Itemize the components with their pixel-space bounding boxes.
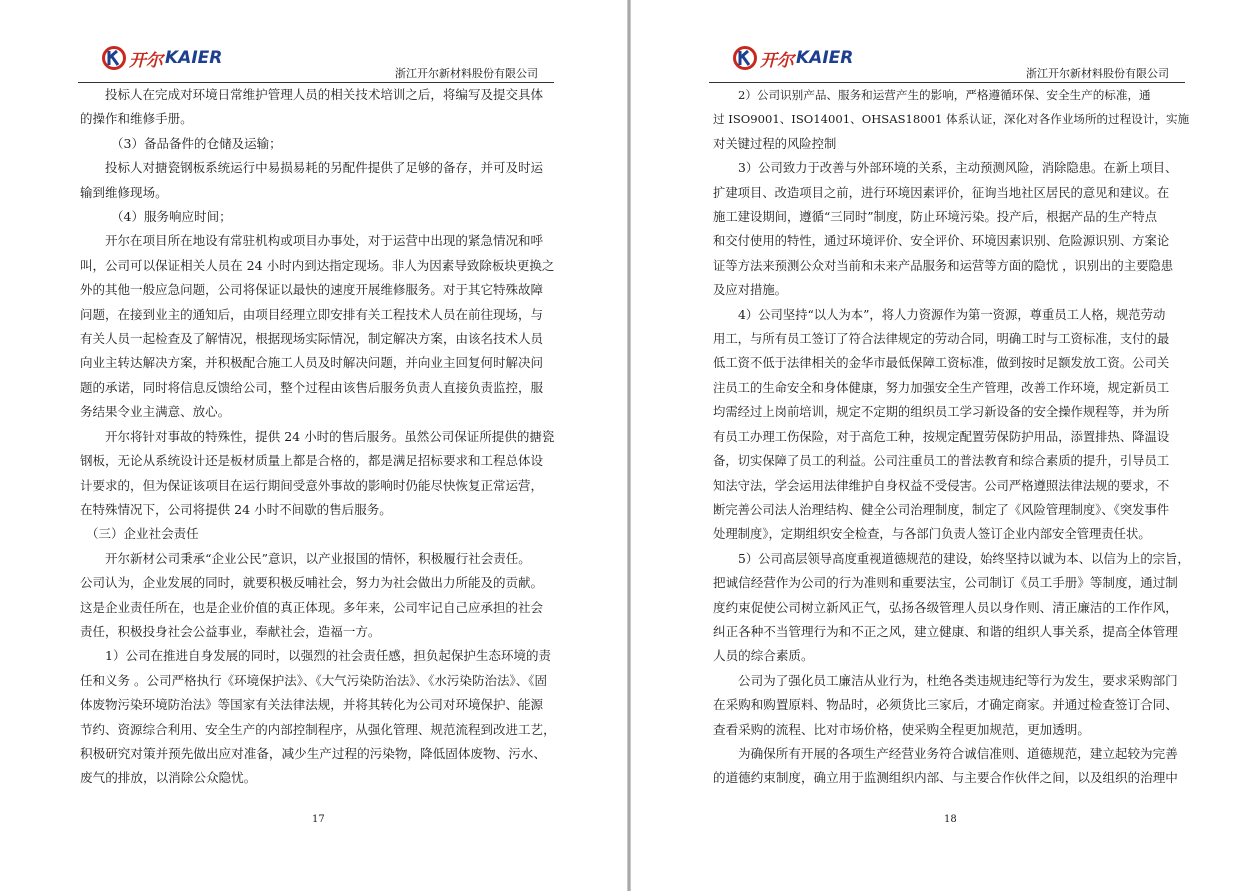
text-line: 公司为了强化员工廉洁从业行为，杜绝各类违规违纪等行为发生，要求采购部门 (738, 672, 1178, 688)
left-body-text (80, 83, 556, 791)
page-number: 17 (312, 814, 325, 825)
company-logo (732, 43, 853, 73)
text-line: 查看采购的流程、比对市场价格，使采购全程更加规范，更加透明。 (713, 721, 1090, 737)
text-line: 责任，积极投身社会公益事业，奉献社会，造福一方。 (80, 623, 381, 639)
text-line: 度约束促使公司树立新风正气，弘扬各级管理人员以身作则、清正廉洁的工作作风， (713, 599, 1178, 615)
text-line: 对关键过程的风险控制 (713, 136, 837, 151)
text-line: 证等方法来预测公众对当前和未来产品服务和运营等方面的隐忧 ，识别出的主要隐患 (713, 258, 1174, 273)
text-line: 备，切实保障了员工的利益。公司注重员工的普法教育和综合素质的提升，引导员工 (713, 454, 1170, 469)
text-line: 处理制度》，定期组织安全检查，与各部门负责人签订企业内部安全管理责任状。 (713, 527, 1151, 542)
text-line: 施工建设期间，遵循“三同时”制度，防止环境污染。投产后，根据产品的生产特点 (713, 210, 1158, 225)
text-line: （3）备品备件的仓储及运输； (111, 135, 282, 151)
text-line: 投标人在完成对环境日常维护管理人员的相关技术培训之后，将编写及提交具体 (105, 87, 544, 102)
text-line: （4）服务响应时间； (111, 209, 232, 225)
logo-cn: 开尔 (129, 50, 163, 71)
text-line: 体废物污染环境防治法》等国家有关法律法规，并将其转化为公司对环境保护、能源 (80, 697, 544, 713)
left-page (0, 0, 627, 891)
right-page (631, 0, 1258, 891)
text-line: 问题，在接到业主的通知后，由项目经理立即安排有关工程技术人员在前往现场，与 (80, 306, 544, 322)
text-line: 注员工的生命安全和身体健康，努力加强安全生产管理，改善工作环境，规定新员工 (713, 380, 1170, 395)
right-body-text (713, 83, 1190, 791)
text-line: 及应对措施。 (713, 283, 787, 298)
text-line: 向业主转达解决方案，并积极配合施工人员及时解决问题，并向业主回复何时解决问 (80, 355, 544, 371)
text-line: 的道德约束制度，确立用于监测组织内部、与主要合作伙伴之间，以及组织的治理中 (713, 770, 1178, 786)
text-line: 在特殊情况下，公司将提供 24 小时不间歇的售后服务。 (80, 501, 392, 517)
kaier-logo-icon (101, 45, 127, 71)
company-logo (101, 43, 222, 73)
logo-cn: 开尔 (760, 50, 794, 71)
text-line: 有关人员一起检查及了解情况，根据现场实际情况，制定解决方案，由该名技术人员 (80, 331, 544, 347)
text-line: 叫，公司可以保证相关人员在 24 小时内到达指定现场。非人为因素导致除板块更换之 (80, 257, 555, 273)
text-line: 和交付使用的特性，通过环境评价、安全评价、环境因素识别、危险源识别、方案论 (713, 234, 1170, 249)
text-line: 人员的综合素质。 (713, 648, 814, 664)
text-line: 均需经过上岗前培训，规定不定期的组织员工学习新设备的安全操作规程等，并为所 (713, 405, 1170, 420)
text-line: 5）公司高层领导高度重视道德规范的建设，始终坚持以诚为本、以信为上的宗旨， (738, 551, 1190, 566)
text-line: 积极研究对策并预先做出应对准备，减少生产过程的污染物，降低固体废物、污水、 (80, 745, 546, 761)
logo-text: KAIER (165, 48, 223, 68)
text-line: 在采购和购置原料、物品时，必须货比三家后，才确定商家。并通过检查签订合同、 (713, 697, 1178, 713)
text-line: 这是企业责任所在，也是企业价值的真正体现。多年来，公司牢记自己应承担的社会 (80, 599, 544, 615)
text-line: 用工，与所有员工签订了符合法律规定的劳动合同，明确工时与工资标准，支付的最 (713, 332, 1170, 347)
text-line: 公司认为，企业发展的同时，就要积极反哺社会，努力为社会做出力所能及的贡献。 (80, 575, 544, 591)
text-line: 断完善公司法人治理结构、健全公司治理制度，制定了《风险管理制度》、《突发事件 (713, 502, 1170, 517)
text-line: 废气的排放，以消除公众隐忧。 (80, 770, 257, 786)
text-line: 输到维修现场。 (80, 184, 168, 200)
section-heading: （三）企业社会责任 (86, 526, 199, 542)
text-line: 任和义务 。公司严格执行《环境保护法》、《大气污染防治法》、《水污染防治法》、《固 (80, 672, 548, 688)
text-line: 钢板，无论从系统设计还是板材质量上都是合格的，都是满足招标要求和工程总体设 (80, 453, 544, 469)
text-line: 4）公司坚持“以人为本”，将人力资源作为第一资源，尊重员工人格，规范劳动 (738, 307, 1166, 322)
text-line: 的操作和维修手册。 (80, 111, 193, 127)
text-line: 3）公司致力于改善与外部环境的关系，主动预测风险，消除隐患。在新上项目、 (738, 161, 1178, 176)
logo-text: KAIER (796, 48, 854, 68)
text-line: 纠正各种不当管理行为和不正之风，建立健康、和谐的组织人事关系，提高全体管理 (713, 623, 1178, 639)
company-name: 浙江开尔新材料股份有限公司 (395, 67, 538, 80)
text-line: 为确保所有开展的各项生产经营业务符合诚信准则、道德规范，建立起较为完善 (738, 745, 1178, 761)
text-line: 2）公司识别产品、服务和运营产生的影响，严格遵循环保、安全生产的标准，通 (738, 88, 1151, 102)
text-line: 开尔将针对事故的特殊性，提供 24 小时的售后服务。虽然公司保证所提供的搪瓷 (105, 428, 555, 444)
text-line: 过 ISO9001、ISO14001、OHSAS18001 体系认证，深化对各作业场所的过程设计，实施 (713, 112, 1190, 127)
page-number: 18 (944, 814, 957, 825)
kaier-logo-icon (732, 45, 758, 71)
text-line: 低工资不低于法律相关的金华市最低保障工资标准，做到按时足额发放工资。公司关 (713, 356, 1170, 371)
text-line: 外的其他一般应急问题，公司将保证以最快的速度开展维修服务。对于其它特殊故障 (80, 282, 544, 298)
text-line: 开尔在项目所在地设有常驻机构或项目办事处，对于运营中出现的紧急情况和呼 (105, 233, 544, 249)
text-line: 把诚信经营作为公司的行为准则和重要法宝，公司制订《员工手册》等制度，通过制 (713, 575, 1178, 591)
text-line: 务结果令业主满意、放心。 (80, 404, 231, 420)
text-line: 计要求的，但为保证该项目在运行期间受意外事故的影响时仍能尽快恢复正常运营， (80, 477, 544, 493)
text-line: 开尔新材公司秉承“企业公民”意识，以产业报国的情怀，积极履行社会责任。 (105, 550, 531, 566)
text-line: 知法守法，学会运用法律维护自身权益不受侵害。公司严格遵照法律法规的要求，不 (713, 478, 1170, 493)
company-name: 浙江开尔新材料股份有限公司 (1026, 67, 1169, 80)
text-line: 有员工办理工伤保险，对于高危工种，按规定配置劳保防护用品，添置排热、降温设 (713, 429, 1170, 444)
text-line: 节约、资源综合利用、安全生产的内部控制程序，从强化管理、规范流程到改进工艺， (80, 721, 556, 737)
text-line: 扩建项目、改造项目之前，进行环境因素评价，征询当地社区居民的意见和建议。在 (713, 185, 1170, 200)
text-line: 题的承诺，同时将信息反馈给公司，整个过程由该售后服务负责人直接负责监控，服 (80, 379, 544, 395)
text-line: 投标人对搪瓷钢板系统运行中易损易耗的另配件提供了足够的备存，并可及时运 (105, 160, 544, 176)
text-line: 1）公司在推进自身发展的同时，以强烈的社会责任感，担负起保护生态环境的责 (105, 648, 552, 664)
